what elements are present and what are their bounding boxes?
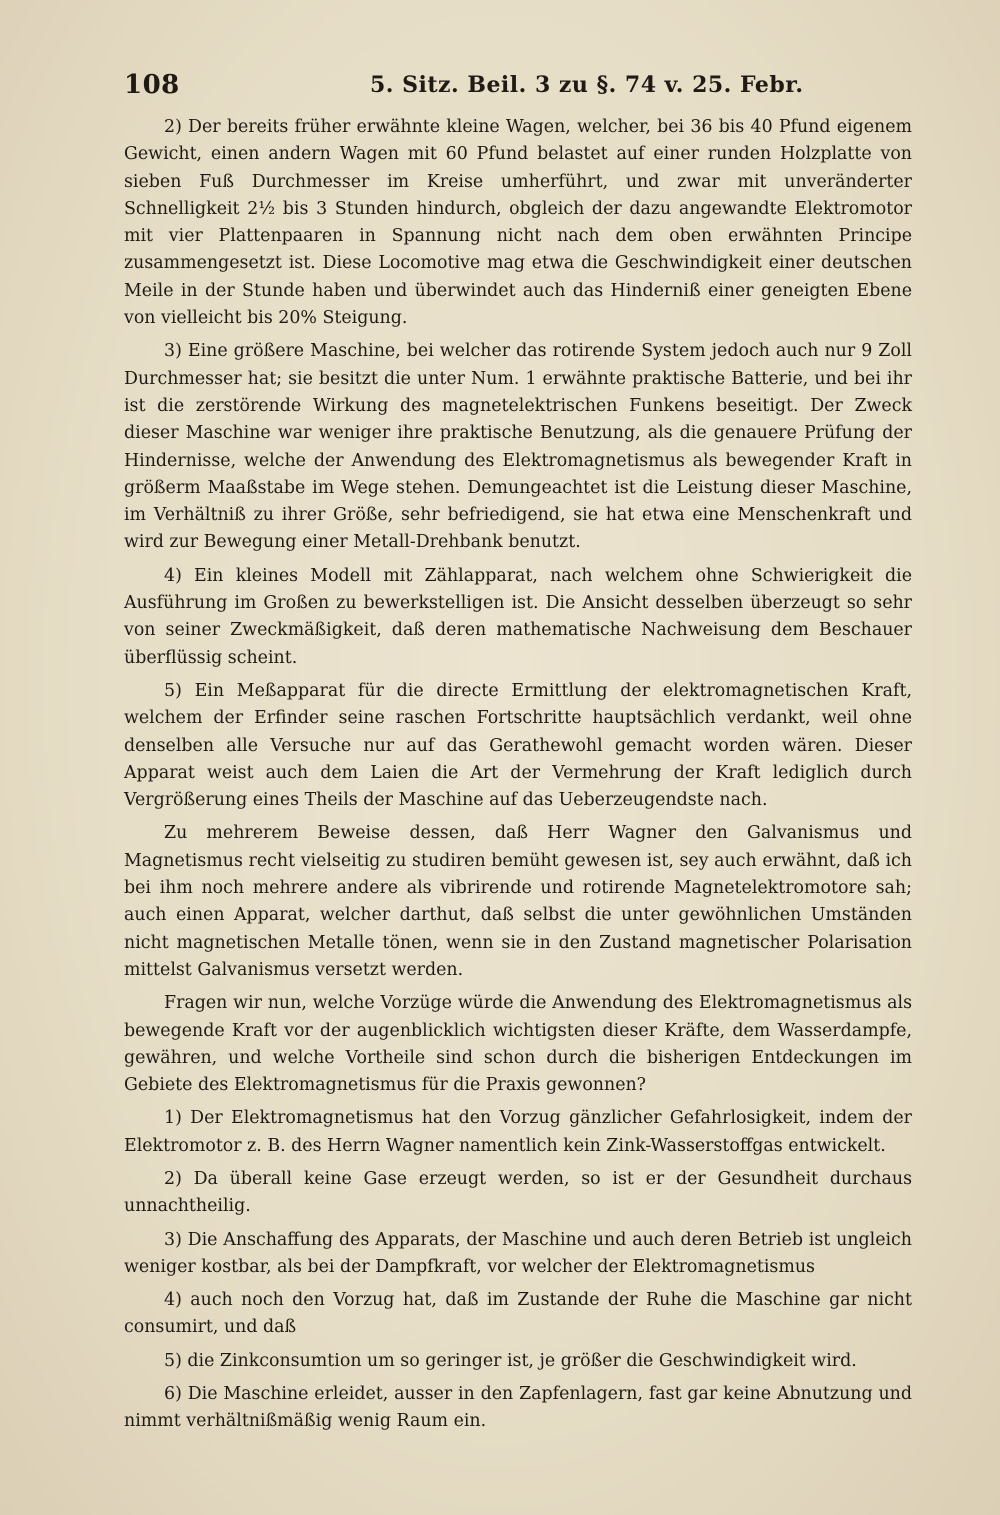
advantage-item-2: 2) Da überall keine Gase erzeugt werden, so ist er der Gesundheit durchaus unnachtheilig. (124, 1168, 912, 1217)
advantage-item-5: 5) die Zinkconsumtion um so geringer ist, je größer die Geschwindigkeit wird. (164, 1350, 857, 1371)
running-head: 5. Sitz. Beil. 3 zu §. 74 v. 25. Febr. (370, 72, 804, 98)
advantage-item-1: 1) Der Elektromagnetismus hat den Vorzug gänzlicher Gefahrlosigkeit, indem der Elektromotor z. B. des Herrn Wagner namentlich kein Zink-Wasserstoffgas entwickelt. (124, 1108, 912, 1156)
paragraph-item-2: 2) Der bereits früher erwähnte kleine Wagen, welcher, bei 36 bis 40 Pfund eigenem Gewicht, einen andern Wagen mit 60 Pfund belastet auf einer runden Holzplatte von sieben Fuß Durchmesser im Kreise umherführt, und zwar mit unveränderter Schnelligkeit 2½ bis 3 Stunden hindurch, obgleich der dazu angewandte Elektromotor mit vier Plattenpaaren in Spannung nicht nach dem oben erwähnten Principe zusammengesetzt ist. Diese Locomotive mag etwa die Geschwindigkeit einer deutschen Meile in der Stunde haben und überwindet auch das Hinderniß einer geneigten Ebene von vielleicht bis 20% Steigung. (124, 117, 912, 329)
paragraph-question: Fragen wir nun, welche Vorzüge würde die Anwendung des Elektromagnetismus als bewegende Kraft vor der augenblicklich wichtigsten dieser Kräfte, dem Wasserdampfe, gewähren, und welche Vortheile sind schon durch die bisherigen Entdeckungen im Gebiete des Elektromagnetismus für die Praxis gewonnen? (124, 993, 912, 1096)
paragraph-item-4: 4) Ein kleines Modell mit Zählapparat, nach welchem ohne Schwierigkeit die Ausführung im Großen zu bewerkstelligen ist. Die Ansicht desselben überzeugt so sehr von seiner Zweckmäßigkeit, daß deren mathematische Nachweisung dem Beschauer überflüssig scheint. (124, 565, 912, 668)
page-body (124, 114, 912, 1436)
paragraph-item-5: 5) Ein Meßapparat für die directe Ermittlung der elektromagnetischen Kraft, welchem der Erfinder seine raschen Fortschritte hauptsächlich verdankt, weil ohne denselben alle Versuche nur auf das Gerathewohl gemacht worden wären. Dieser Apparat weist auch dem Laien die Art der Vermehrung der Kraft lediglich durch Vergrößerung eines Theils der Maschine auf das Ueberzeugendste nach. (124, 680, 912, 811)
paragraph-item-3: 3) Eine größere Maschine, bei welcher das rotirende System jedoch auch nur 9 Zoll Durchmesser hat; sie besitzt die unter Num. 1 erwähnte praktische Batterie, und bei ihr ist die zerstörende Wirkung des magnetelektrischen Funkens beseitigt. Der Zweck dieser Maschine war weniger ihre praktische Benutzung, als die genauere Prüfung der Hindernisse, welche der Anwendung des Elektromagnetismus als bewegender Kraft in größerm Maaßstabe im Wege stehen. Demungeachtet ist die Leistung dieser Maschine, im Verhältniß zu ihrer Größe, sehr befriedigend, sie hat etwa eine Menschenkraft und wird zur Bewegung einer Metall-Drehbank benutzt. (124, 341, 912, 553)
advantage-item-4: 4) auch noch den Vorzug hat, daß im Zustande der Ruhe die Maschine gar nicht consumirt, und daß (124, 1290, 912, 1338)
advantage-item-6: 6) Die Maschine erleidet, ausser in den Zapfenlagern, fast gar keine Abnutzung und nimmt verhältnißmäßig wenig Raum ein. (124, 1384, 912, 1432)
advantage-item-3: 3) Die Anschaffung des Apparats, der Maschine und auch deren Betrieb ist ungleich weniger kostbar, als bei der Dampfkraft, vor welcher der Elektromagnetismus (124, 1229, 912, 1277)
page-header (124, 64, 884, 104)
page-number: 108 (124, 70, 180, 100)
paragraph-wagner-studies: Zu mehrerem Beweise dessen, daß Herr Wagner den Galvanismus und Magnetismus recht vielseitig zu studiren bemüht gewesen ist, sey auch erwähnt, daß ich bei ihm noch mehrere andere als vibrirende und rotirende Magnetelektromotore sah; auch einen Apparat, welcher darthut, daß selbst die unter gewöhnlichen Umständen nicht magnetischen Metalle tönen, wenn sie in den Zustand magnetischer Polarisation mittelst Galvanismus versetzt werden. (124, 823, 912, 980)
